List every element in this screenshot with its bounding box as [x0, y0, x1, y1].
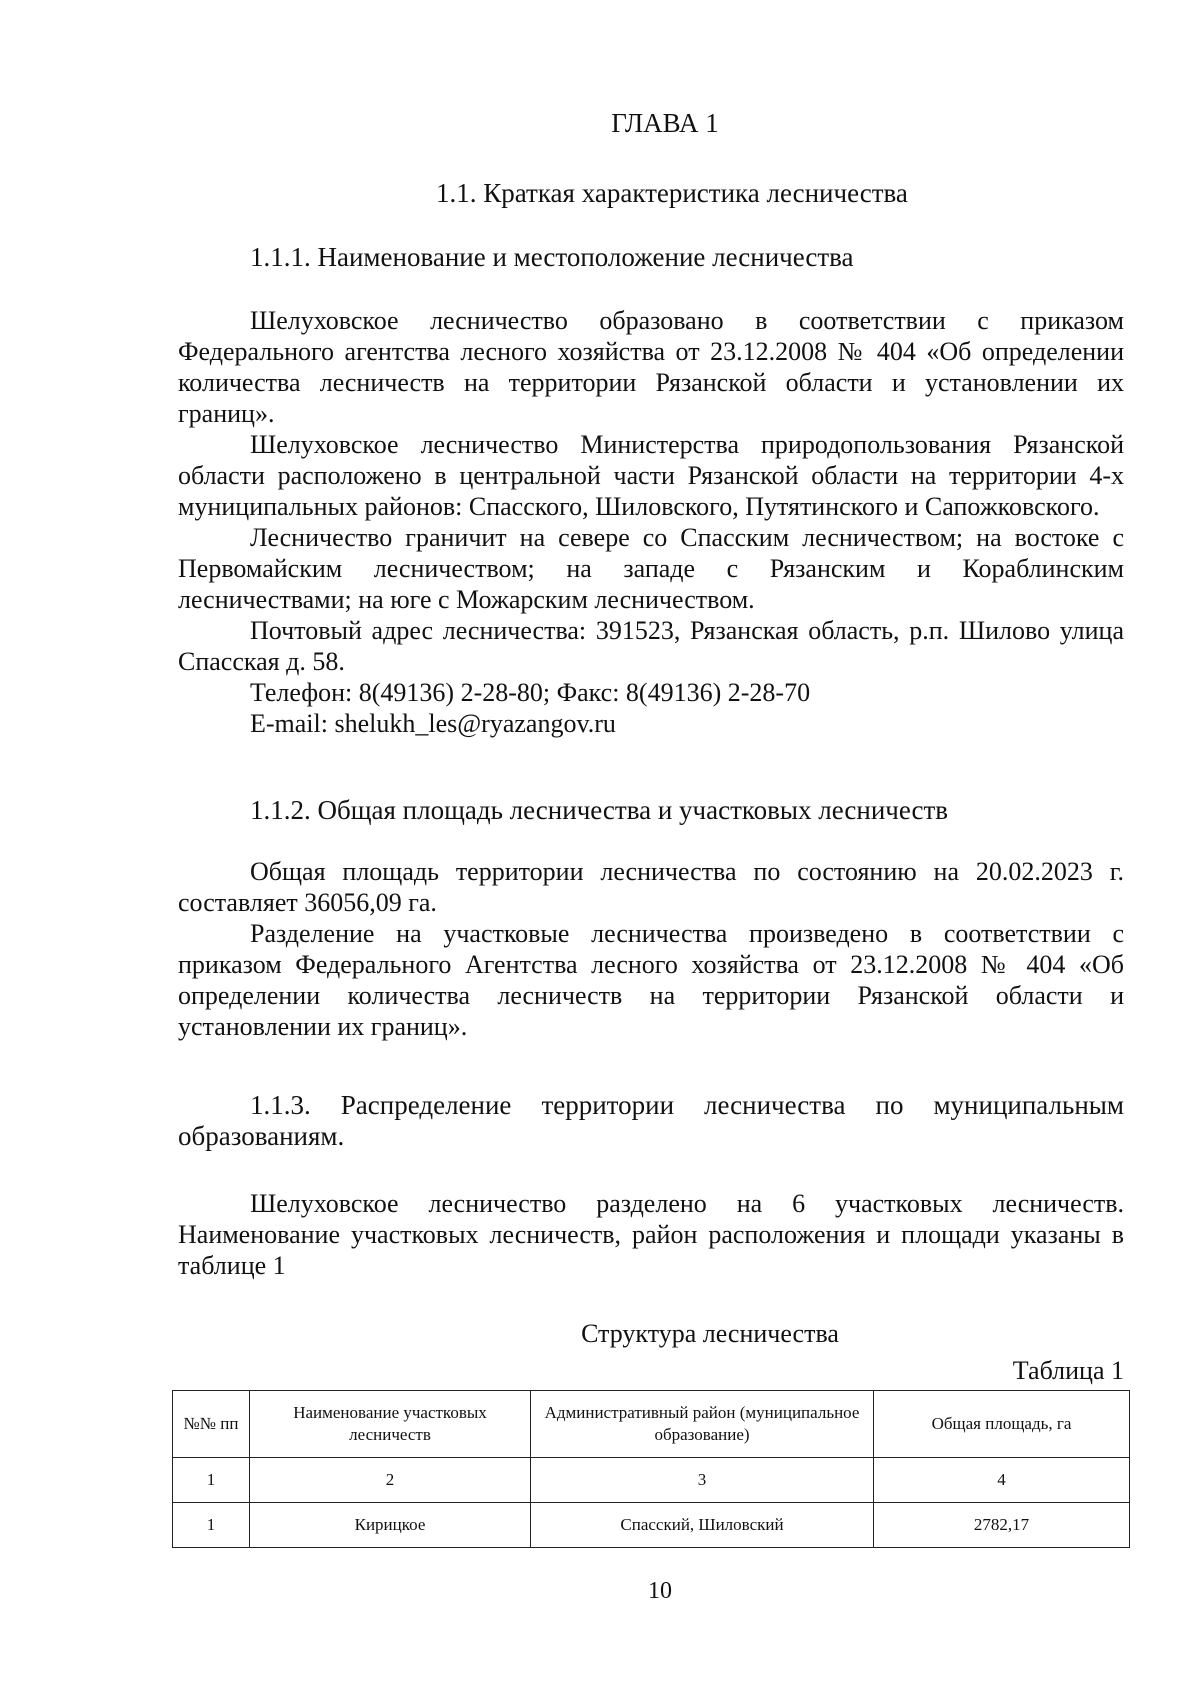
column-number: 3 — [531, 1458, 874, 1503]
header-cell-name: Наименование участковых лесничеств — [250, 1391, 531, 1458]
paragraph: Шелуховское лесничество разделено на 6 участковых лесничеств. Наименование участковых лесничеств, район расположения и площади указаны в таблице 1 — [178, 1189, 1124, 1280]
subsection-heading-113: 1.1.3. Распределение территории лесничества по муниципальным образованиям. — [178, 1090, 1124, 1151]
section-title: 1.1. Краткая характеристика лесничества — [436, 178, 908, 208]
table-cell: Спасский, Шиловский — [531, 1503, 874, 1548]
subsection-heading-112: 1.1.2. Общая площадь лесничества и участковых лесничеств — [250, 795, 949, 825]
table-caption: Структура лесничества — [581, 1319, 839, 1348]
column-number: 2 — [250, 1458, 531, 1503]
subsection-body-111 — [178, 305, 1124, 739]
subsection-body-113 — [178, 1188, 1124, 1281]
subsection-body-112 — [178, 856, 1124, 1042]
table-cell: 1 — [173, 1503, 250, 1548]
table-header-row — [173, 1391, 1130, 1458]
subsection-heading-111: 1.1.1. Наименование и местоположение лесничества — [250, 242, 854, 272]
table-row — [173, 1503, 1130, 1548]
paragraph: Шелуховское лесничество Министерства природопользования Рязанской области расположено в центральной части Рязанской области на территории 4-х муниципальных районов: Спасского, Шиловского, Путятинского и Сапожковского. — [178, 430, 1124, 521]
paragraph: Шелуховское лесничество образовано в соответствии с приказом Федерального агентства лесного хозяйства от 23.12.2008 № 404 «Об определении количества лесничеств на территории Рязанской области и установлении их границ». — [178, 306, 1124, 428]
chapter-title: ГЛАВА 1 — [611, 108, 719, 138]
header-cell-number: №№ пп — [173, 1391, 250, 1458]
table-number: Таблица 1 — [1012, 1356, 1124, 1385]
paragraph: Лесничество граничит на севере со Спасским лесничеством; на востоке с Первомайским лесничеством; на западе с Рязанским и Кораблинским лесничествами; на юге с Можарским лесничеством. — [178, 523, 1124, 614]
paragraph: Разделение на участковые лесничества произведено в соответствии с приказом Федерального Агентства лесного хозяйства от 23.12.2008 № 404 «Об определении количества лесничеств на территории Рязанской области и установлении их границ». — [178, 919, 1124, 1041]
structure-table — [172, 1390, 1130, 1548]
column-number: 4 — [874, 1458, 1130, 1503]
email: E-mail: shelukh_les@ryazangov.ru — [250, 709, 616, 738]
table-cell: 2782,17 — [874, 1503, 1130, 1548]
page-number: 10 — [648, 1578, 672, 1604]
column-number: 1 — [173, 1458, 250, 1503]
phone-fax: Телефон: 8(49136) 2-28-80; Факс: 8(49136) 2-28-70 — [250, 678, 811, 707]
header-cell-area: Общая площадь, га — [874, 1391, 1130, 1458]
paragraph: Общая площадь территории лесничества по состоянию на 20.02.2023 г. составляет 36056,09 га. — [178, 857, 1124, 917]
paragraph: Почтовый адрес лесничества: 391523, Рязанская область, р.п. Шилово улица Спасская д. 58. — [178, 616, 1124, 676]
header-cell-district: Административный район (муниципальное образование) — [531, 1391, 874, 1458]
table-cell: Кирицкое — [250, 1503, 531, 1548]
table-column-number-row — [173, 1458, 1130, 1503]
